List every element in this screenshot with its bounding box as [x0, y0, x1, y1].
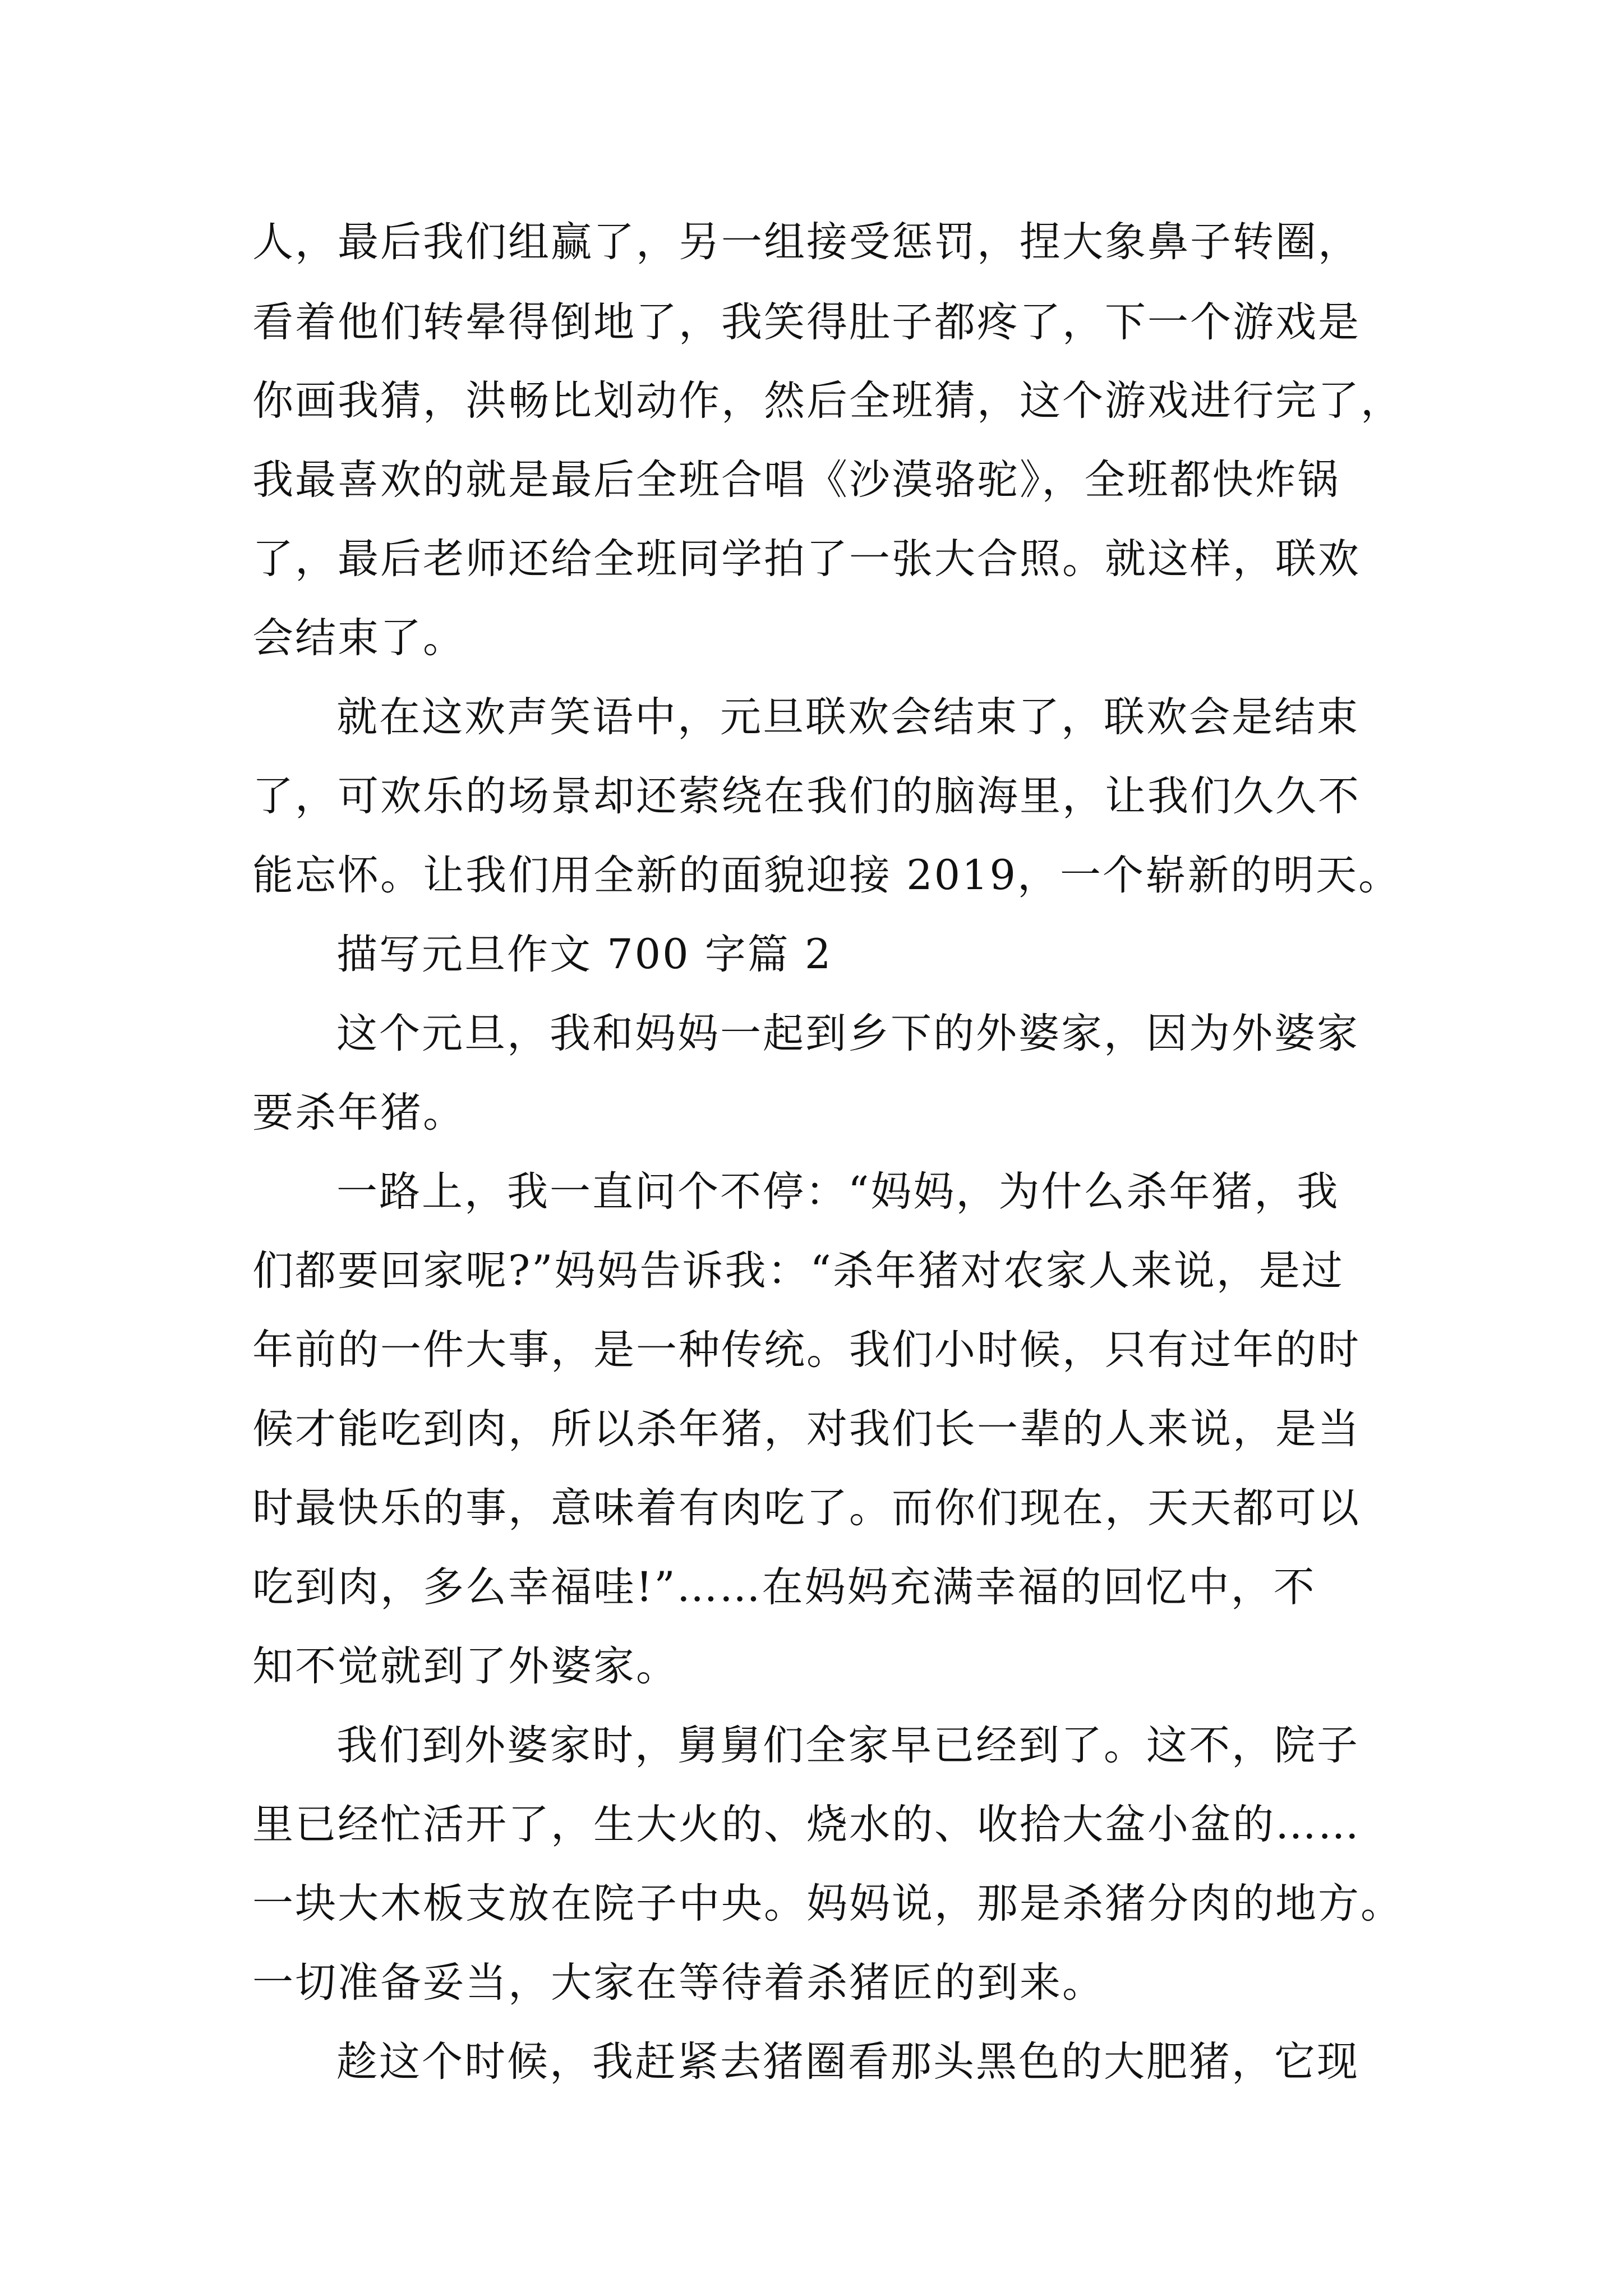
text-line: 候才能吃到肉，所以杀年猪，对我们长一辈的人来说，是当	[252, 1405, 1361, 1453]
text-line: 我最喜欢的就是最后全班合唱《沙漠骆驼》，全班都快炸锅	[252, 456, 1340, 504]
text-line: 们都要回家呢?”妈妈告诉我：“杀年猪对农家人来说，是过	[252, 1247, 1344, 1295]
text-line: 吃到肉，多么幸福哇!”……在妈妈充满幸福的回忆中，不	[252, 1563, 1316, 1611]
text-line: 了，最后老师还给全班同学拍了一张大合照。就这样，联欢	[252, 535, 1361, 583]
text-line: 要杀年猪。	[252, 1089, 465, 1137]
text-line: 里已经忙活开了，生大火的、烧水的、收拾大盆小盆的……	[252, 1801, 1361, 1848]
text-line: 能忘怀。让我们用全新的面貌迎接 2019，一个崭新的明天。	[252, 852, 1401, 899]
text-line: 你画我猜，洪畅比划动作，然后全班猜，这个游戏进行完了，	[252, 377, 1403, 425]
paragraph-first-line: 这个元旦，我和妈妈一起到乡下的外婆家，因为外婆家	[336, 1010, 1359, 1057]
paragraph-first-line: 就在这欢声笑语中，元旦联欢会结束了，联欢会是结束	[336, 693, 1359, 741]
text-line: 年前的一件大事，是一种传统。我们小时候，只有过年的时	[252, 1326, 1361, 1374]
section-heading: 描写元旦作文 700 字篇 2	[336, 931, 833, 978]
text-line: 知不觉就到了外婆家。	[252, 1642, 679, 1690]
paragraph-first-line: 我们到外婆家时，舅舅们全家早已经到了。这不，院子	[336, 1722, 1359, 1769]
text-line: 了，可欢乐的场景却还萦绕在我们的脑海里，让我们久久不	[252, 772, 1361, 820]
text-line: 时最快乐的事，意味着有肉吃了。而你们现在，天天都可以	[252, 1484, 1361, 1532]
text-line: 人，最后我们组赢了，另一组接受惩罚，捏大象鼻子转圈，	[252, 218, 1361, 266]
paragraph-first-line: 趁这个时候，我赶紧去猪圈看那头黑色的大肥猪，它现	[336, 2038, 1359, 2086]
paragraph-first-line: 一路上，我一直问个不停：“妈妈，为什么杀年猪，我	[336, 1168, 1340, 1216]
text-line: 看着他们转晕得倒地了，我笑得肚子都疼了，下一个游戏是	[252, 298, 1361, 346]
text-line: 一块大木板支放在院子中央。妈妈说，那是杀猪分肉的地方。	[252, 1880, 1403, 1927]
text-line: 会结束了。	[252, 614, 465, 662]
text-line: 一切准备妥当，大家在等待着杀猪匠的到来。	[252, 1959, 1105, 2007]
